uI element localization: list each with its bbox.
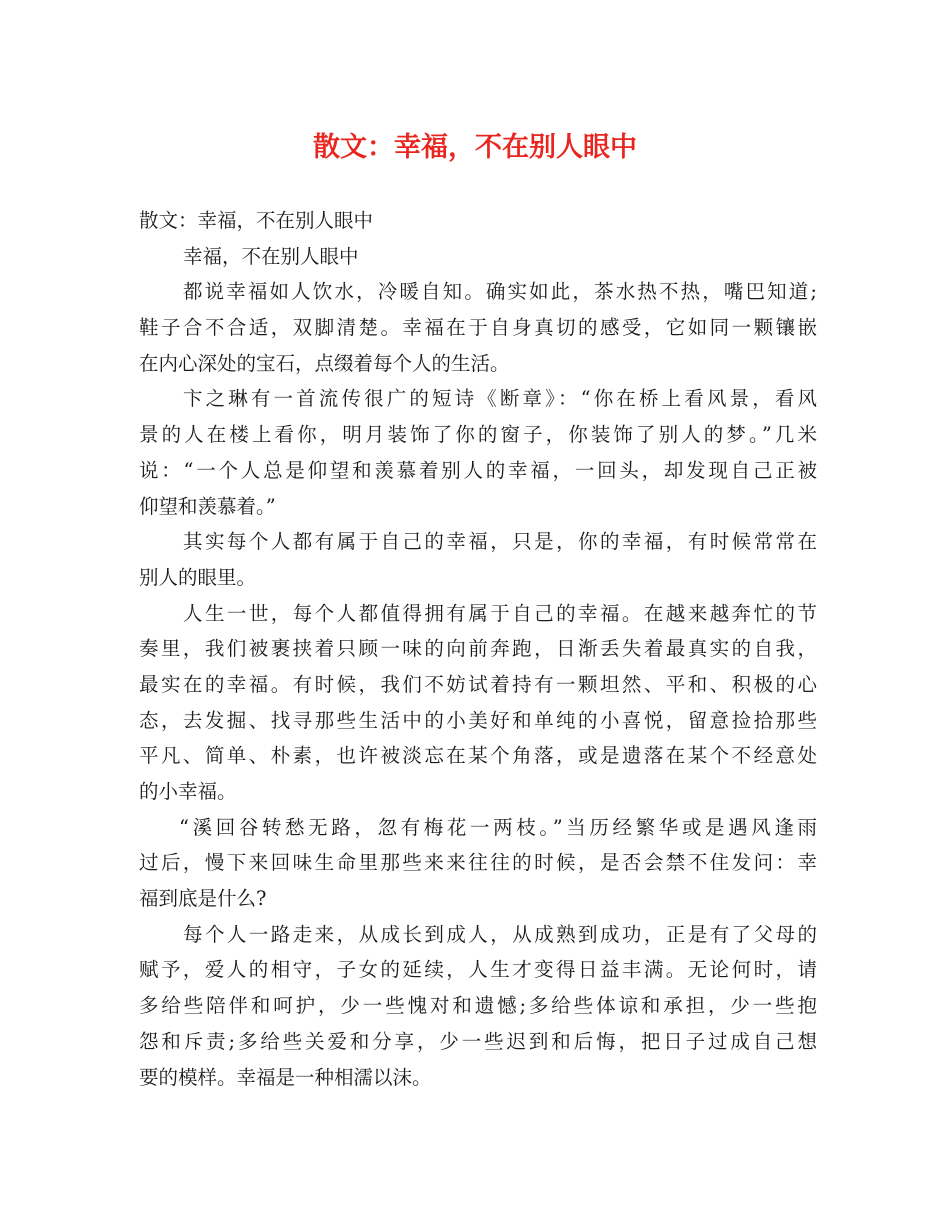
- paragraph-line: 赋予，爱人的相守，子女的延续，人生才变得日益丰满。无论何时，请: [139, 958, 817, 982]
- paragraph: [139, 274, 817, 381]
- paragraph-line: 的小幸福。: [139, 780, 237, 803]
- paragraph-line: 别人的眼里。: [139, 565, 257, 589]
- paragraph: [139, 239, 817, 275]
- paragraph-line: 都说幸福如人饮水，冷暖自知。确实如此，茶水热不热，嘴巴知道;: [183, 280, 817, 304]
- paragraph-line: 景的人在楼上看你，明月装饰了你的窗子，你装饰了别人的梦。”几米: [139, 423, 817, 447]
- paragraph-line: 过后，慢下来回味生命里那些来来往往的时候，是否会禁不住发问：幸: [139, 851, 817, 875]
- paragraph-line: “溪回谷转愁无路，忽有梅花一两枝。”当历经繁华或是遇风逢雨: [179, 815, 817, 839]
- paragraph-line: 怨和斥责;多给些关爱和分享，少一些迟到和后悔，把日子过成自己想: [139, 1029, 817, 1053]
- paragraph: [139, 381, 817, 524]
- paragraph-line: 仰望和羡慕着。”: [139, 494, 276, 518]
- paragraph: [139, 524, 817, 595]
- paragraph-line: 人生一世，每个人都值得拥有属于自己的幸福。在越来越奔忙的节: [183, 601, 817, 625]
- paragraph-line: 奏里，我们被裹挟着只顾一味的向前奔跑，日渐丢失着最真实的自我，: [139, 637, 817, 661]
- document-title: 散文：幸福，不在别人眼中: [313, 132, 637, 163]
- paragraph: [139, 203, 817, 239]
- paragraph-line: 散文：幸福，不在别人眼中: [139, 209, 374, 232]
- paragraph-line: 说：“一个人总是仰望和羡慕着别人的幸福，一回头，却发现自己正被: [139, 458, 817, 482]
- paragraph-line: 平凡、简单、朴素，也许被淡忘在某个角落，或是遗落在某个不经意处: [139, 744, 817, 768]
- paragraph-line: 态，去发掘、找寻那些生活中的小美好和单纯的小喜悦，留意捡拾那些: [139, 708, 817, 732]
- paragraph: [139, 810, 817, 917]
- paragraph-line: 其实每个人都有属于自己的幸福，只是，你的幸福，有时候常常在: [183, 530, 817, 554]
- paragraph-line: 福到底是什么?: [139, 887, 267, 911]
- paragraph-line: 多给些陪伴和呵护，少一些愧对和遗憾;多给些体谅和承担，少一些抱: [139, 994, 817, 1018]
- paragraph-line: 鞋子合不合适，双脚清楚。幸福在于自身真切的感受，它如同一颗镶嵌: [139, 316, 817, 340]
- paragraph: [139, 596, 817, 810]
- paragraph-line: 要的模样。幸福是一种相濡以沫。: [139, 1065, 432, 1089]
- paragraph-line: 卞之琳有一首流传很广的短诗《断章》：“你在桥上看风景，看风: [183, 387, 817, 411]
- document-body: [139, 203, 817, 1095]
- paragraph-line: 最实在的幸福。有时候，我们不妨试着持有一颗坦然、平和、积极的心: [139, 672, 817, 696]
- paragraph-line: 在内心深处的宝石，点缀着每个人的生活。: [139, 351, 510, 375]
- paragraph: [139, 917, 817, 1095]
- paragraph-line: 幸福，不在别人眼中: [183, 244, 359, 268]
- paragraph-line: 每个人一路走来，从成长到成人，从成熟到成功，正是有了父母的: [183, 922, 817, 946]
